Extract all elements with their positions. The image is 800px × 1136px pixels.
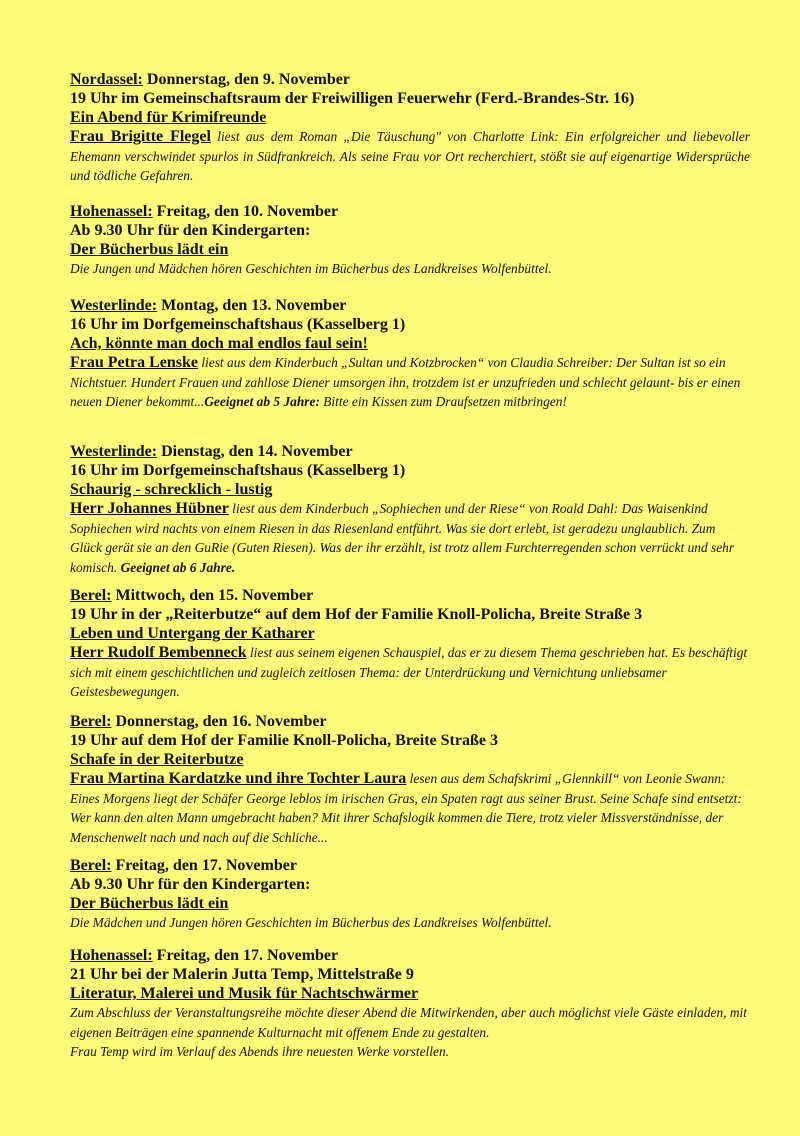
event-description-text: liest aus dem Kinderbuch „Sultan und Kotzbrocken“ von Claudia Schreiber: Der Sultan ist so ein Nichtstuer. Hundert Frauen und zahllose Diener umsorgen ihn, trotzdem ist er unzufrieden und schlecht gelaunt- bis er einen neuen Diener bekommt...: [70, 355, 741, 409]
event-reader: Frau Brigitte Flegel: [70, 128, 211, 145]
event-title: Leben und Untergang der Katharer: [70, 625, 315, 642]
event-berel-nov-17: [70, 856, 750, 933]
event-date: Donnerstag, den 16. November: [111, 713, 327, 730]
event-description: Zum Abschluss der Veranstaltungsreihe möchte dieser Abend die Mitwirkenden, aber auch möglichst viele Gäste einladen, mit eigenen Beiträgen eine spannende Kulturnacht mit offenem Ende zu gestalten.: [70, 1005, 747, 1040]
event-description-note: Bitte ein Kissen zum Draufsetzen mitbringen!: [319, 394, 567, 409]
event-hohenassel-nov-10: [70, 202, 750, 279]
event-time-location: Ab 9.30 Uhr für den Kindergarten:: [70, 222, 311, 239]
event-description: [70, 499, 750, 577]
event-nordassel-nov-9: [70, 70, 750, 186]
event-hohenassel-nov-17: [70, 946, 750, 1062]
event-title: Ein Abend für Krimifreunde: [70, 109, 267, 126]
event-description-extra: Frau Temp wird im Verlauf des Abends ihre neuesten Werke vorstellen.: [70, 1044, 449, 1059]
event-description: Die Jungen und Mädchen hören Geschichten im Bücherbus des Landkreises Wolfenbüttel.: [70, 261, 552, 276]
event-date: Donnerstag, den 9. November: [142, 71, 350, 88]
event-time-location: Ab 9.30 Uhr für den Kindergarten:: [70, 876, 311, 893]
event-age-note: Geeignet ab 5 Jahre:: [204, 394, 320, 409]
event-place: Westerlinde:: [70, 297, 158, 314]
event-date: Freitag, den 17. November: [152, 947, 339, 964]
event-date: Montag, den 13. November: [157, 297, 347, 314]
event-title: Schafe in der Reiterbutze: [70, 751, 244, 768]
event-description-text: liest aus dem Roman „Die Täuschung" von Charlotte Link: Ein erfolgreicher und liebevoller Ehemann verschwindet spurlos in Südfrankreich. Als seine Frau vor Ort recherchiert, stößt sie auf eigenartige Widersprüche und tödliche Gefahren.: [70, 129, 750, 183]
event-title: Schaurig - schrecklich - lustig: [70, 481, 273, 498]
event-date: Freitag, den 17. November: [111, 857, 297, 874]
event-heading: [70, 946, 750, 965]
event-place: Nordassel:: [70, 71, 143, 88]
event-description-text: lesen aus dem Schafskrimi „Glennkill“ von Leonie Swann: Eines Morgens liegt der Schäfer George leblos im irischen Gras, ein Spaten ragt aus seiner Brust. Seine Schafe sind entsetzt: Wer kann den alten Mann umgebracht haben? Mit ihrer Schafslogik kommen die Tiere, trotz vieler Missverständnisse, der Menschenwelt nach und nach auf die Schliche...: [70, 771, 742, 845]
event-description: [70, 769, 750, 847]
event-place: Hohenassel:: [70, 203, 153, 220]
event-place: Berel:: [70, 587, 112, 604]
event-heading: [70, 442, 750, 461]
event-berel-nov-15: [70, 586, 750, 702]
event-description: [70, 643, 750, 702]
event-time-location: 19 Uhr auf dem Hof der Familie Knoll-Policha, Breite Straße 3: [70, 732, 498, 749]
event-title: Literatur, Malerei und Musik für Nachtschwärmer: [70, 985, 419, 1002]
event-date: Freitag, den 10. November: [152, 203, 339, 220]
event-description-text: liest aus dem Kinderbuch „Sophiechen und der Riese“ von Roald Dahl: Das Waisenkind Sophiechen wird nachts von einem Riesen in das Riesenland entführt. Was sie dort erlebt, ist geradezu unglaublich. Zum Glück gerät sie an den GuRie (Guten Riesen). Was der ihr erzählt, ist trotz allem Furchterregenden schon verrückt und sehr komisch.: [70, 501, 735, 575]
event-description: [70, 353, 750, 412]
event-time-location: 19 Uhr in der „Reiterbutze“ auf dem Hof der Familie Knoll-Policha, Breite Straße 3: [70, 606, 643, 623]
event-reader: Herr Johannes Hübner: [70, 500, 229, 517]
event-heading: [70, 70, 750, 89]
event-description: Die Mädchen und Jungen hören Geschichten im Bücherbus des Landkreises Wolfenbüttel.: [70, 915, 552, 930]
event-description-text: liest aus seinem eigenen Schauspiel, das er zu diesem Thema geschrieben hat. Es beschäftigt sich mit einem geschichtlichen und zugleich zeitlosen Thema: der Unterdrückung und Vernichtung unliebsamer Geistesbewegungen.: [70, 645, 748, 699]
event-age-note: Geeignet ab 6 Jahre.: [117, 559, 236, 575]
event-place: Westerlinde:: [70, 443, 158, 460]
event-place: Berel:: [70, 857, 112, 874]
event-time-location: 16 Uhr im Dorfgemeinschaftshaus (Kasselberg 1): [70, 316, 406, 333]
event-reader: Frau Martina Kardatzke und ihre Tochter Laura: [70, 770, 407, 787]
event-title: Ach, könnte man doch mal endlos faul sein!: [70, 335, 368, 352]
event-date: Dienstag, den 14. November: [157, 443, 353, 460]
event-time-location: 19 Uhr im Gemeinschaftsraum der Freiwilligen Feuerwehr (Ferd.-Brandes-Str. 16): [70, 90, 635, 107]
event-title: Der Bücherbus lädt ein: [70, 895, 229, 912]
event-date: Mittwoch, den 15. November: [111, 587, 314, 604]
event-heading: [70, 202, 750, 221]
event-reader: Frau Petra Lenske: [70, 354, 198, 371]
event-heading: [70, 856, 750, 875]
event-heading: [70, 586, 750, 605]
event-westerlinde-nov-14: [70, 442, 750, 577]
event-heading: [70, 712, 750, 731]
event-description: [70, 127, 750, 186]
event-place: Hohenassel:: [70, 947, 153, 964]
event-westerlinde-nov-13: [70, 296, 750, 412]
event-heading: [70, 296, 750, 315]
event-time-location: 16 Uhr im Dorfgemeinschaftshaus (Kasselberg 1): [70, 462, 406, 479]
event-place: Berel:: [70, 713, 112, 730]
event-title: Der Bücherbus lädt ein: [70, 241, 229, 258]
event-berel-nov-16: [70, 712, 750, 847]
event-reader: Herr Rudolf Bembenneck: [70, 644, 247, 661]
event-time-location: 21 Uhr bei der Malerin Jutta Temp, Mittelstraße 9: [70, 966, 414, 983]
